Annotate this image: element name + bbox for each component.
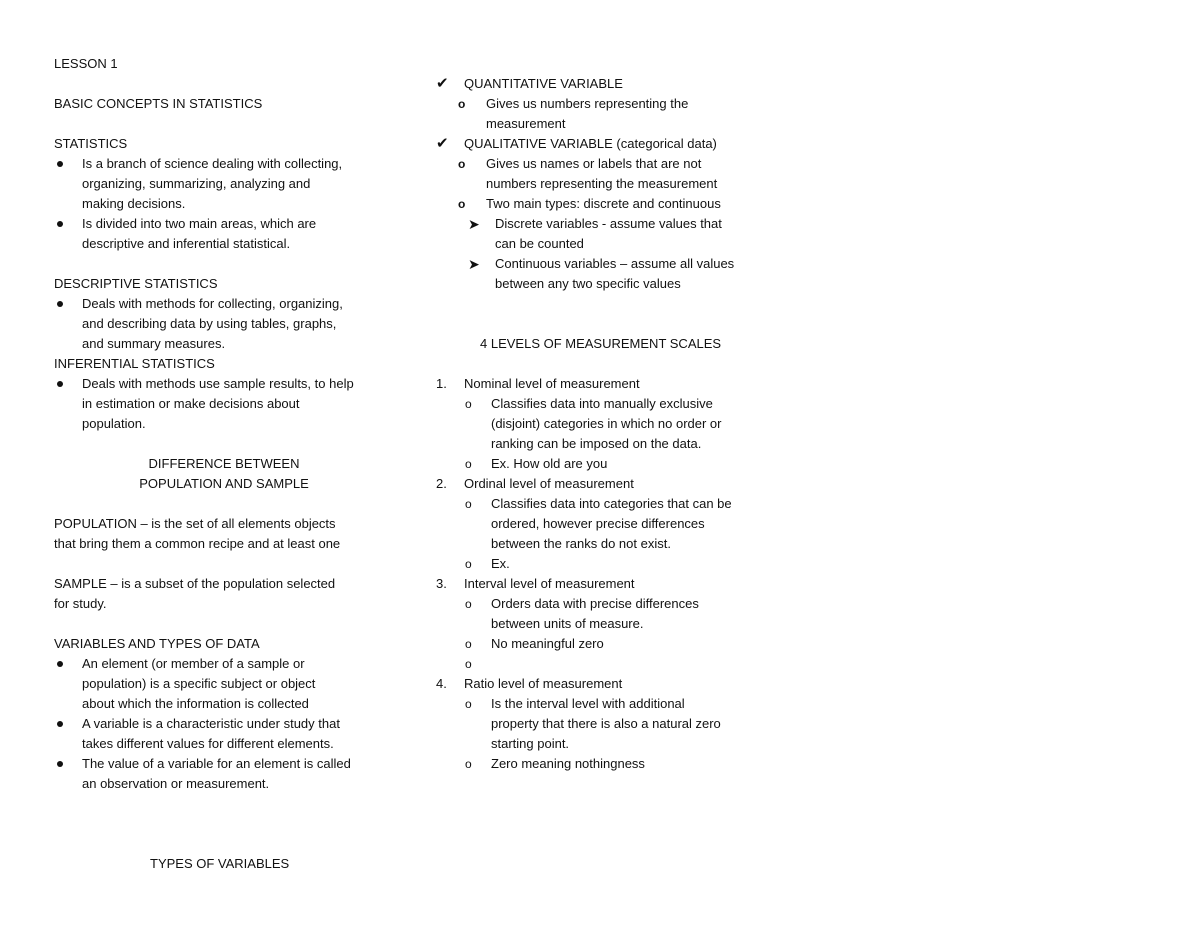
checkmark-icon: ✔ — [436, 135, 449, 152]
descriptive-heading: DESCRIPTIVE STATISTICS — [54, 276, 218, 291]
bullet-text: An element (or member of a sample or — [82, 656, 305, 671]
page-title: BASIC CONCEPTS IN STATISTICS — [54, 96, 263, 111]
sub-text: ordered, however precise differences — [491, 516, 705, 531]
level-sub-item — [436, 654, 776, 674]
bullet-item — [54, 294, 394, 354]
arrow-bullet-icon: ➤ — [468, 216, 480, 232]
sub-text: numbers representing the measurement — [486, 176, 718, 191]
circle-bullet-icon: o — [458, 197, 466, 211]
sub-item — [436, 194, 776, 214]
levels-heading: 4 LEVELS OF MEASUREMENT SCALES — [480, 336, 722, 351]
sub-item — [436, 94, 776, 134]
sample-definition: for study. — [54, 596, 107, 611]
level-item — [436, 474, 776, 494]
sub-text: Gives us numbers representing the — [486, 96, 689, 111]
sub-text: between units of measure. — [491, 616, 644, 631]
sub-item — [436, 154, 776, 194]
checkmark-icon: ✔ — [436, 75, 449, 92]
circle-bullet-icon: o — [465, 657, 472, 671]
bullet-text: Deals with methods for collecting, organizing, — [82, 296, 343, 311]
sub-text: Ex. How old are you — [491, 456, 608, 471]
qualitative-heading: QUALITATIVE VARIABLE (categorical data) — [464, 136, 717, 151]
bullet-text: and describing data by using tables, graphs, — [82, 316, 337, 331]
sub-text: Ex. — [491, 556, 510, 571]
bullet-item — [54, 374, 394, 434]
level-number: 1. — [436, 376, 447, 391]
level-sub-item — [436, 634, 776, 654]
level-sub-item — [436, 394, 776, 454]
circle-bullet-icon: o — [465, 597, 472, 611]
level-number: 3. — [436, 576, 447, 591]
circle-bullet-icon: o — [465, 397, 472, 411]
bullet-item — [54, 754, 394, 794]
difference-heading: DIFFERENCE BETWEEN — [148, 456, 300, 471]
population-definition: POPULATION – is the set of all elements objects — [54, 516, 336, 531]
right-column — [436, 74, 776, 774]
sub-text: Two main types: discrete and continuous — [486, 196, 721, 211]
bullet-text: organizing, summarizing, analyzing and — [82, 176, 311, 191]
arrow-text: Continuous variables – assume all values — [495, 256, 735, 271]
lesson-label: LESSON 1 — [54, 56, 118, 71]
qualitative-item — [436, 134, 776, 154]
level-sub-item — [436, 754, 776, 774]
bullet-text: population) is a specific subject or object — [82, 676, 316, 691]
sub-text: Orders data with precise differences — [491, 596, 699, 611]
sub-text: (disjoint) categories in which no order or — [491, 416, 722, 431]
quantitative-item — [436, 74, 776, 94]
inferential-heading: INFERENTIAL STATISTICS — [54, 356, 215, 371]
arrow-bullet-icon: ➤ — [468, 256, 480, 272]
bullet-text: an observation or measurement. — [82, 776, 270, 791]
bullet-item — [54, 654, 394, 714]
circle-bullet-icon: o — [465, 637, 472, 651]
circle-bullet-icon: o — [465, 757, 472, 771]
variables-heading: VARIABLES AND TYPES OF DATA — [54, 636, 260, 651]
level-number: 4. — [436, 676, 447, 691]
bullet-text: population. — [82, 416, 146, 431]
left-column — [54, 54, 394, 874]
level-title: Ratio level of measurement — [464, 676, 623, 691]
circle-bullet-icon: o — [458, 97, 466, 111]
arrow-item — [436, 254, 776, 294]
circle-bullet-icon: o — [465, 497, 472, 511]
level-title: Ordinal level of measurement — [464, 476, 634, 491]
circle-bullet-icon: o — [465, 557, 472, 571]
sub-text: No meaningful zero — [491, 636, 604, 651]
bullet-text: Deals with methods use sample results, to help — [82, 376, 354, 391]
sub-text: property that there is also a natural zero — [491, 716, 721, 731]
bullet-text: takes different values for different elements. — [82, 736, 334, 751]
bullet-text: Is divided into two main areas, which are — [82, 216, 317, 231]
bullet-text: A variable is a characteristic under study that — [82, 716, 340, 731]
sub-text: Zero meaning nothingness — [491, 756, 645, 771]
bullet-text: descriptive and inferential statistical. — [82, 236, 291, 251]
level-title: Nominal level of measurement — [464, 376, 640, 391]
sub-text: starting point. — [491, 736, 570, 751]
population-definition: that bring them a common recipe and at least one — [54, 536, 341, 551]
bullet-text: and summary measures. — [82, 336, 226, 351]
arrow-item — [436, 214, 776, 254]
quantitative-heading: QUANTITATIVE VARIABLE — [464, 76, 623, 91]
level-sub-item — [436, 594, 776, 634]
sub-text: Is the interval level with additional — [491, 696, 685, 711]
sub-text: ranking can be imposed on the data. — [491, 436, 702, 451]
bullet-item — [54, 214, 394, 254]
sub-text: Classifies data into manually exclusive — [491, 396, 713, 411]
arrow-text: between any two specific values — [495, 276, 681, 291]
difference-heading: POPULATION AND SAMPLE — [139, 476, 309, 491]
circle-bullet-icon: o — [458, 157, 466, 171]
sub-text: Classifies data into categories that can be — [491, 496, 732, 511]
arrow-text: can be counted — [495, 236, 584, 251]
level-title: Interval level of measurement — [464, 576, 635, 591]
bullet-text: in estimation or make decisions about — [82, 396, 300, 411]
sub-text: between the ranks do not exist. — [491, 536, 671, 551]
bullet-text: The value of a variable for an element is called — [82, 756, 351, 771]
circle-bullet-icon: o — [465, 457, 472, 471]
bullet-item — [54, 154, 394, 214]
sample-definition: SAMPLE – is a subset of the population selected — [54, 576, 336, 591]
level-sub-item — [436, 694, 776, 754]
bullet-item — [54, 714, 394, 754]
level-sub-item — [436, 454, 776, 474]
sub-text: measurement — [486, 116, 566, 131]
statistics-heading: STATISTICS — [54, 136, 128, 151]
level-item — [436, 574, 776, 594]
level-item — [436, 374, 776, 394]
level-sub-item — [436, 494, 776, 554]
sub-text — [491, 654, 776, 674]
bullet-text: about which the information is collected — [82, 696, 309, 711]
bullet-text: Is a branch of science dealing with collecting, — [82, 156, 343, 171]
circle-bullet-icon: o — [465, 697, 472, 711]
level-number: 2. — [436, 476, 447, 491]
level-sub-item — [436, 554, 776, 574]
sub-text: Gives us names or labels that are not — [486, 156, 702, 171]
arrow-text: Discrete variables - assume values that — [495, 216, 722, 231]
level-item — [436, 674, 776, 694]
types-heading: TYPES OF VARIABLES — [150, 856, 290, 871]
bullet-text: making decisions. — [82, 196, 186, 211]
